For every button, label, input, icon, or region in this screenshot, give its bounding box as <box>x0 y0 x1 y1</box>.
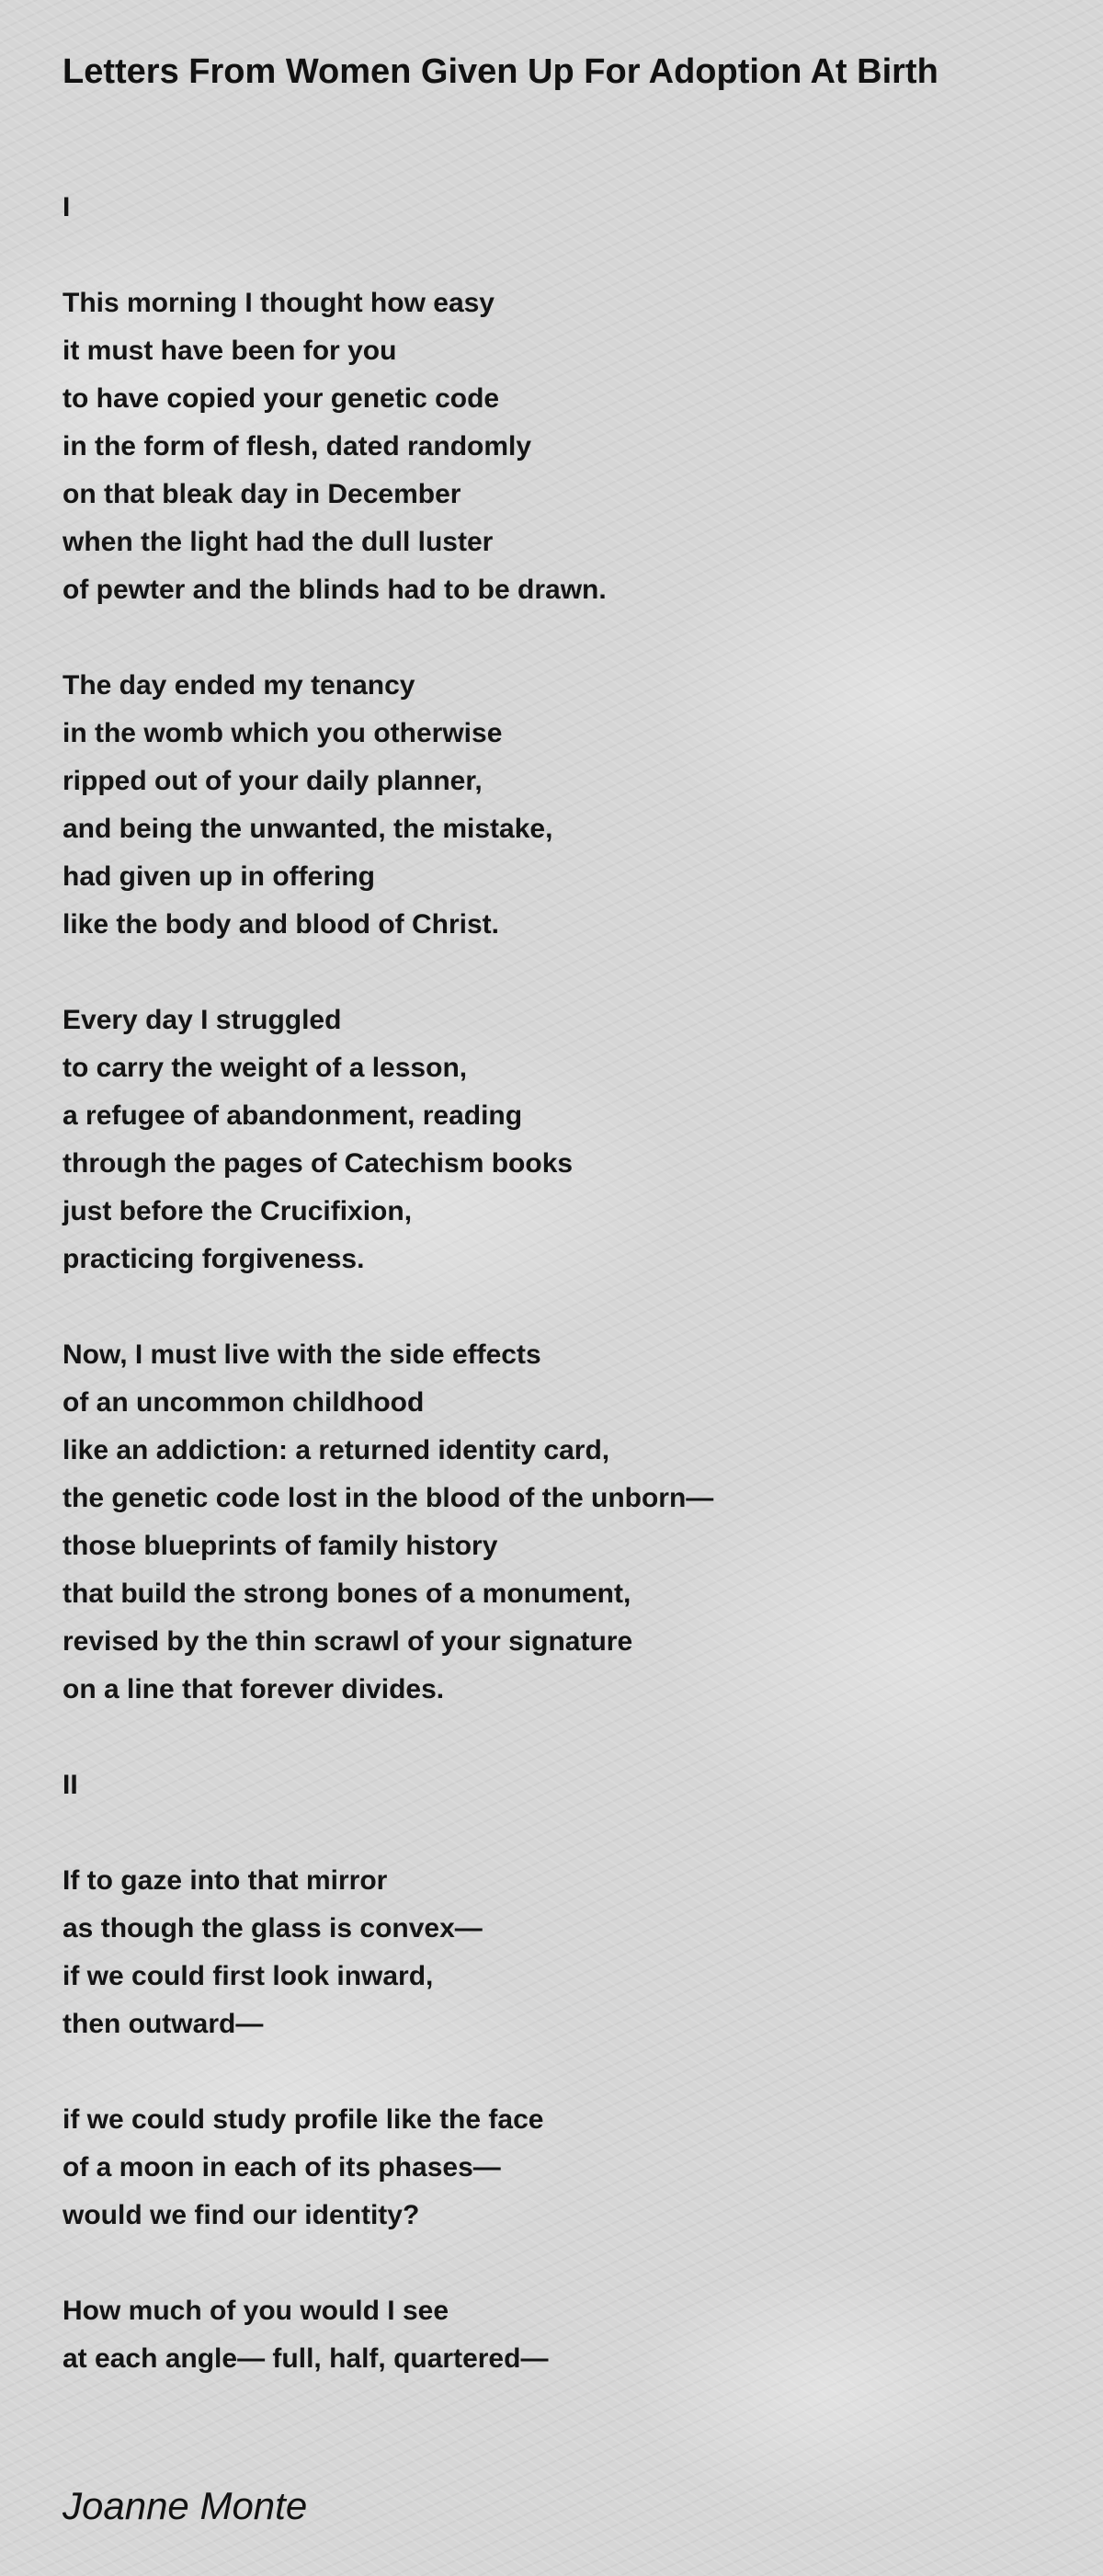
poem-line <box>63 614 1055 662</box>
poem-line <box>63 2240 1055 2287</box>
poem-line: just before the Crucifixion, <box>63 1196 413 1226</box>
poem-line: through the pages of Catechism books <box>63 1148 574 1179</box>
poem-line: the genetic code lost in the blood of the unborn— <box>63 1483 714 1513</box>
poem-line: and being the unwanted, the mistake, <box>63 814 553 844</box>
poem-line: to carry the weight of a lesson, <box>63 1053 468 1083</box>
poem-line <box>63 1714 1055 1761</box>
poem-line: if we could study profile like the face <box>63 2104 544 2135</box>
poem-line: in the form of flesh, dated randomly <box>63 431 532 462</box>
poem-line: as though the glass is convex— <box>63 1913 483 1943</box>
poem-line: when the light had the dull luster <box>63 527 494 557</box>
poem-body <box>63 184 1055 2383</box>
poem-line: to have copied your genetic code <box>63 383 500 414</box>
poem-line: of a moon in each of its phases— <box>63 2152 501 2183</box>
poem-line: revised by the thin scrawl of your signature <box>63 1626 633 1657</box>
poem-line: practicing forgiveness. <box>63 1244 365 1274</box>
poem-line: at each angle— full, half, quartered— <box>63 2343 549 2374</box>
poem-line: had given up in offering <box>63 861 375 892</box>
poem-line: in the womb which you otherwise <box>63 718 503 748</box>
poem-line: on that bleak day in December <box>63 479 461 509</box>
poem-line: Now, I must live with the side effects <box>63 1339 541 1370</box>
poem-line: of pewter and the blinds had to be drawn. <box>63 575 607 605</box>
poem-line: it must have been for you <box>63 336 397 366</box>
poem-line: that build the strong bones of a monument, <box>63 1579 631 1609</box>
poem-line: would we find our identity? <box>63 2200 420 2230</box>
poem-line: if we could first look inward, <box>63 1961 434 1991</box>
poem-line: then outward— <box>63 2009 264 2039</box>
poem-line <box>63 949 1055 997</box>
poem-line <box>63 232 1055 279</box>
poem-line: I <box>63 192 71 222</box>
poem-line: Every day I struggled <box>63 1005 342 1035</box>
poem-line: those blueprints of family history <box>63 1531 498 1561</box>
poem-line: like an addiction: a returned identity card, <box>63 1435 610 1465</box>
author-name: Joanne Monte <box>63 2484 308 2527</box>
poem-line: This morning I thought how easy <box>63 288 495 318</box>
poem-line: of an uncommon childhood <box>63 1387 425 1418</box>
poem-line: If to gaze into that mirror <box>63 1865 388 1896</box>
poem-line: on a line that forever divides. <box>63 1674 445 1704</box>
poem-line: How much of you would I see <box>63 2296 449 2326</box>
poem-line <box>63 1809 1055 1857</box>
poem-line <box>63 1283 1055 1331</box>
poem-line <box>63 2048 1055 2096</box>
poem-line: ripped out of your daily planner, <box>63 766 483 796</box>
poem-line: II <box>63 1770 78 1800</box>
poem-title: Letters From Women Given Up For Adoption At Birth <box>63 52 938 91</box>
poem-line: like the body and blood of Christ. <box>63 909 500 940</box>
poem-line: a refugee of abandonment, reading <box>63 1100 523 1131</box>
poem-line: The day ended my tenancy <box>63 670 415 701</box>
